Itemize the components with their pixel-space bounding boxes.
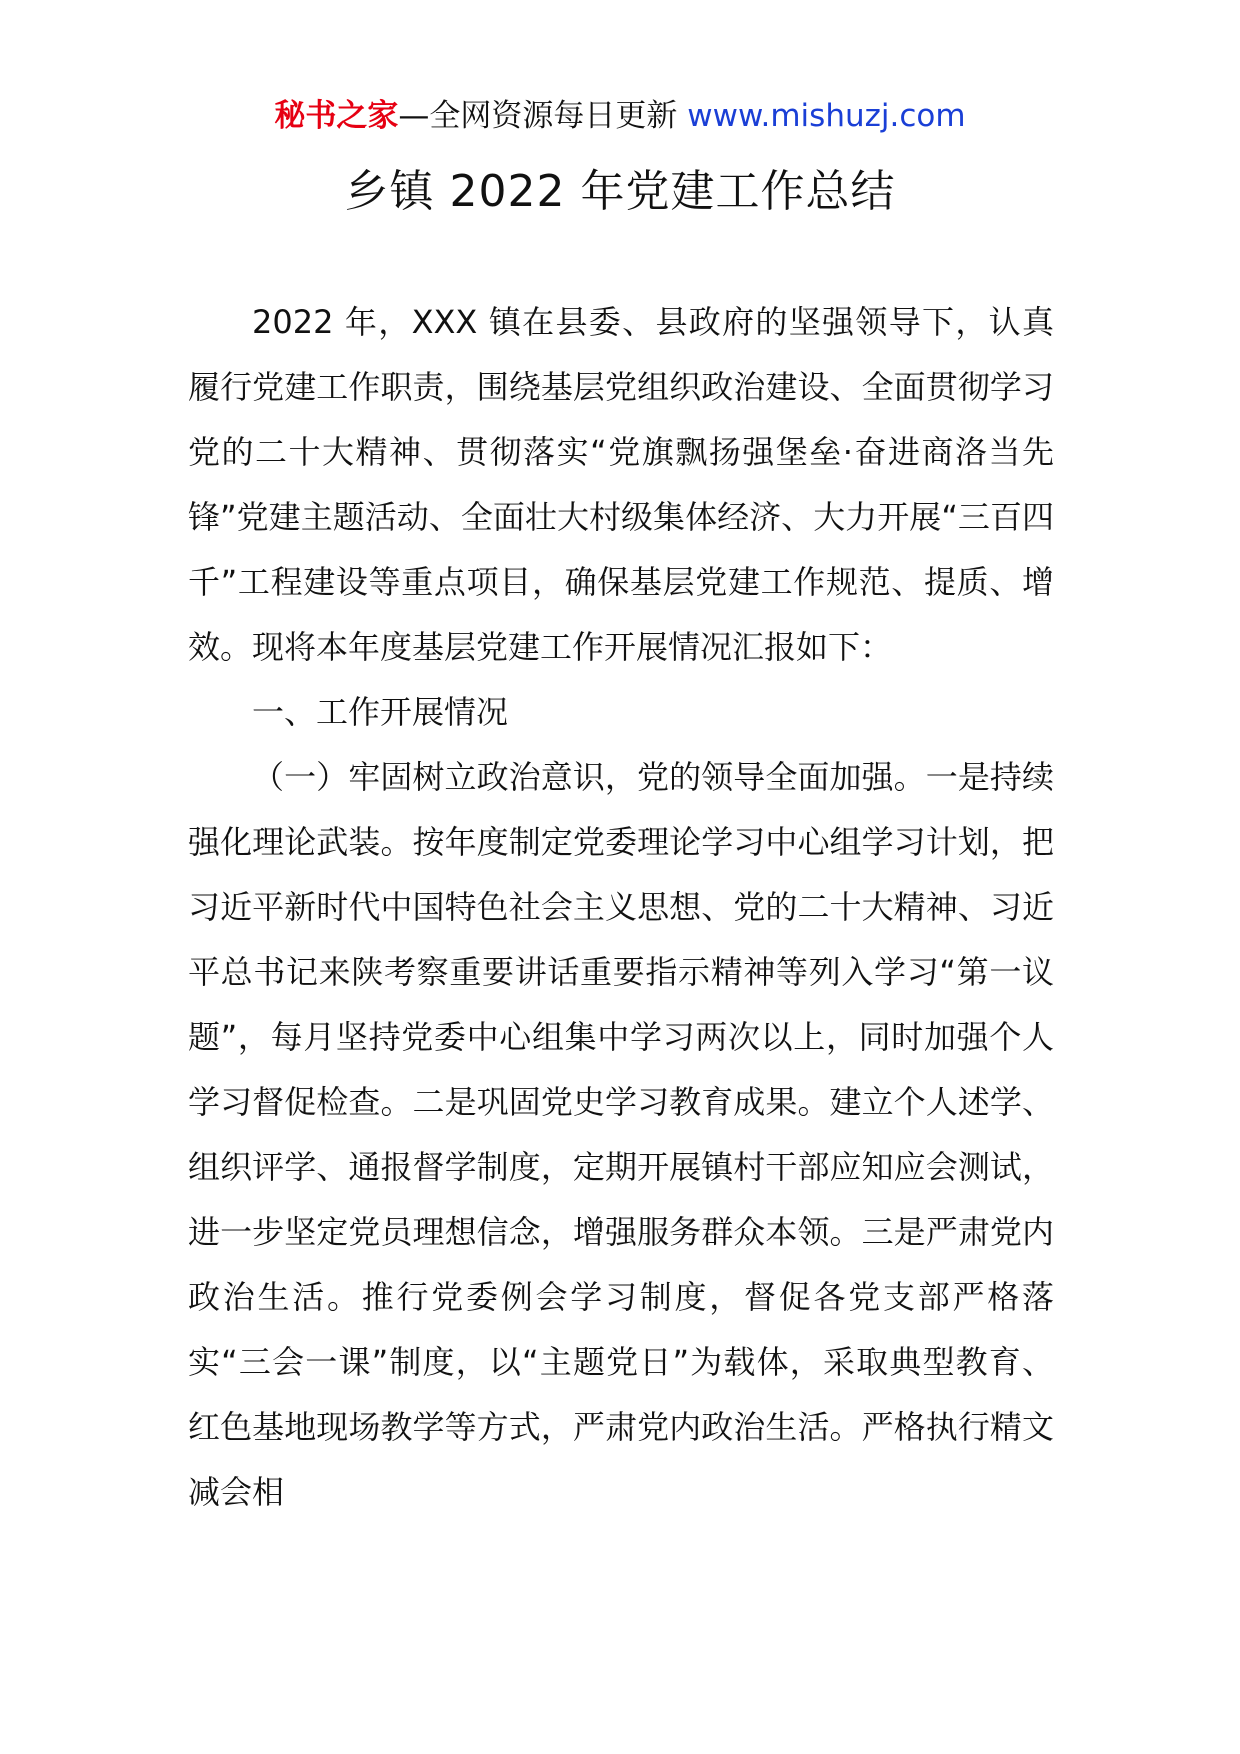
document-title: 乡镇 2022 年党建工作总结 bbox=[344, 166, 896, 217]
document-body bbox=[188, 290, 1054, 1525]
site-brand: 秘书之家 bbox=[274, 98, 399, 134]
intro-paragraph: 2022 年，XXX 镇在县委、县政府的坚强领导下，认真履行党建工作职责，围绕基层党组织政治建设、全面贯彻学习党的二十大精神、贯彻落实“党旗飘扬强堡垒·奋进商洛当先锋”党建主题活动、全面壮大村级集体经济、大力开展“三百四千”工程建设等重点项目，确保基层党建工作规范、提质、增效。现将本年度基层党建工作开展情况汇报如下： bbox=[188, 303, 1054, 666]
section-heading: 一、工作开展情况 bbox=[252, 693, 509, 731]
site-slogan: —全网资源每日更新 bbox=[398, 98, 688, 134]
body-paragraph: （一）牢固树立政治意识，党的领导全面加强。一是持续强化理论武装。按年度制定党委理论学习中心组学习计划，把习近平新时代中国特色社会主义思想、党的二十大精神、习近平总书记来陕考察重要讲话重要指示精神等列入学习“第一议题”，每月坚持党委中心组集中学习两次以上，同时加强个人学习督促检查。二是巩固党史学习教育成果。建立个人述学、组织评学、通报督学制度，定期开展镇村干部应知应会测试，进一步坚定党员理想信念，增强服务群众本领。三是严肃党内政治生活。推行党委例会学习制度，督促各党支部严格落实“三会一课”制度，以“主题党日”为载体，采取典型教育、红色基地现场教学等方式，严肃党内政治生活。严格执行精文减会相 bbox=[188, 758, 1054, 1511]
site-url-link[interactable]: www.mishuzj.com bbox=[687, 98, 966, 134]
site-header bbox=[0, 96, 1240, 136]
